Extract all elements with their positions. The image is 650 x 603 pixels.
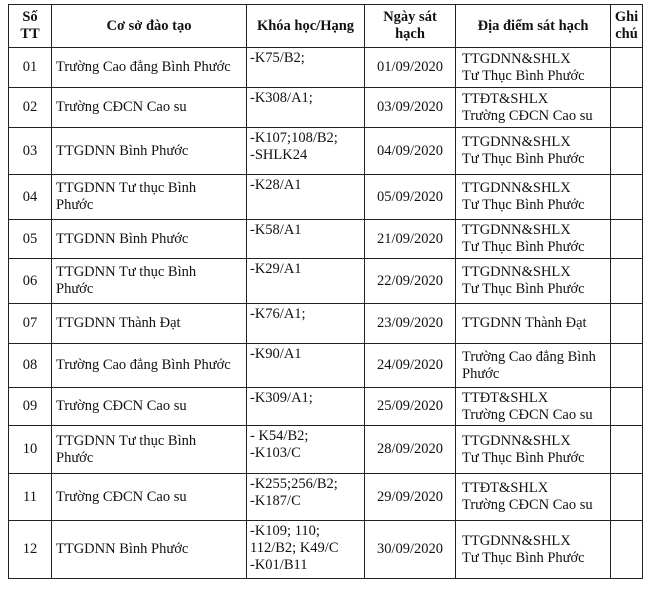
cell-stt: 02 bbox=[9, 88, 52, 128]
cell-khoa-hoc bbox=[247, 426, 365, 474]
cell-dia-diem bbox=[456, 175, 611, 220]
cell-khoa-hoc bbox=[247, 175, 365, 220]
cell-stt: 01 bbox=[9, 48, 52, 88]
cell-dia-diem bbox=[456, 304, 611, 344]
co-so-line: Trường CĐCN Cao su bbox=[56, 488, 187, 505]
khoa-hoc-line: -K309/A1; bbox=[250, 390, 313, 406]
dia-diem-line: TTGDNN&SHLX bbox=[462, 432, 571, 449]
dia-diem-line: TTGDNN&SHLX bbox=[462, 222, 571, 238]
cell-ngay-sat-hach: 25/09/2020 bbox=[365, 388, 456, 426]
cell-ngay-sat-hach: 04/09/2020 bbox=[365, 128, 456, 175]
cell-co-so bbox=[52, 426, 247, 474]
cell-ghi-chu bbox=[611, 426, 643, 474]
dia-diem-line: Tư Thục Bình Phước bbox=[462, 197, 585, 213]
dia-diem-line: Tư Thục Bình Phước bbox=[462, 281, 585, 297]
cell-co-so bbox=[52, 128, 247, 175]
co-so-line: TTGDNN Tư thục Bình bbox=[56, 432, 197, 449]
dia-diem-line: Trường Cao đẳng Bình bbox=[462, 348, 596, 365]
khoa-hoc-line: - K54/B2; bbox=[250, 428, 309, 444]
khoa-hoc-line: -K308/A1; bbox=[250, 90, 313, 106]
header-ghi-chu bbox=[611, 5, 643, 48]
cell-ngay-sat-hach: 30/09/2020 bbox=[365, 521, 456, 579]
co-so-line: Phước bbox=[56, 281, 94, 297]
exam-schedule-table bbox=[8, 4, 643, 579]
cell-ghi-chu bbox=[611, 220, 643, 259]
table-row bbox=[9, 128, 643, 175]
cell-stt: 04 bbox=[9, 175, 52, 220]
table-row bbox=[9, 220, 643, 259]
cell-stt: 09 bbox=[9, 388, 52, 426]
cell-co-so bbox=[52, 304, 247, 344]
cell-dia-diem bbox=[456, 426, 611, 474]
cell-ngay-sat-hach: 21/09/2020 bbox=[365, 220, 456, 259]
dia-diem-line: Trường CĐCN Cao su bbox=[462, 406, 593, 423]
cell-dia-diem bbox=[456, 48, 611, 88]
cell-ghi-chu bbox=[611, 304, 643, 344]
cell-ghi-chu bbox=[611, 48, 643, 88]
khoa-hoc-line: -K29/A1 bbox=[250, 261, 302, 277]
cell-khoa-hoc bbox=[247, 259, 365, 304]
table-header-row bbox=[9, 5, 643, 48]
khoa-hoc-line: -K75/B2; bbox=[250, 50, 305, 66]
cell-dia-diem bbox=[456, 388, 611, 426]
co-so-line: TTGDNN Bình Phước bbox=[56, 541, 189, 557]
cell-ngay-sat-hach: 24/09/2020 bbox=[365, 344, 456, 388]
cell-co-so bbox=[52, 388, 247, 426]
co-so-line: Trường CĐCN Cao su bbox=[56, 398, 187, 414]
dia-diem-line: Tư Thục Bình Phước bbox=[462, 239, 585, 255]
cell-khoa-hoc bbox=[247, 344, 365, 388]
cell-khoa-hoc bbox=[247, 388, 365, 426]
table-row bbox=[9, 521, 643, 579]
cell-ngay-sat-hach: 29/09/2020 bbox=[365, 474, 456, 521]
header-ghi-chu-line-1: Ghi bbox=[614, 9, 639, 25]
dia-diem-line: TTGDNN Thành Đạt bbox=[462, 315, 587, 331]
header-ngay-line-2: hạch bbox=[395, 26, 425, 42]
dia-diem-line: TTĐT&SHLX bbox=[462, 90, 549, 107]
dia-diem-line: Trường CĐCN Cao su bbox=[462, 497, 593, 513]
khoa-hoc-line: 112/B2; K49/C bbox=[250, 540, 339, 556]
cell-stt: 12 bbox=[9, 521, 52, 579]
cell-co-so bbox=[52, 88, 247, 128]
header-stt-line-2: TT bbox=[20, 26, 40, 42]
cell-dia-diem bbox=[456, 128, 611, 175]
table-row bbox=[9, 426, 643, 474]
cell-stt: 03 bbox=[9, 128, 52, 175]
cell-dia-diem bbox=[456, 474, 611, 521]
cell-ngay-sat-hach: 03/09/2020 bbox=[365, 88, 456, 128]
co-so-line: TTGDNN Tư thục Bình bbox=[56, 180, 197, 196]
khoa-hoc-line: -K187/C bbox=[250, 493, 301, 509]
cell-ngay-sat-hach: 22/09/2020 bbox=[365, 259, 456, 304]
table-body bbox=[9, 48, 643, 579]
cell-ghi-chu bbox=[611, 388, 643, 426]
cell-stt: 11 bbox=[9, 474, 52, 521]
dia-diem-line: Tư Thục Bình Phước bbox=[462, 151, 585, 167]
dia-diem-line: TTGDNN&SHLX bbox=[462, 50, 571, 67]
co-so-line: Phước bbox=[56, 449, 94, 466]
cell-stt: 10 bbox=[9, 426, 52, 474]
table-row bbox=[9, 344, 643, 388]
cell-ghi-chu bbox=[611, 88, 643, 128]
header-khoa-hoc: Khóa học/Hạng bbox=[247, 5, 365, 48]
khoa-hoc-line: -K01/B11 bbox=[250, 557, 308, 573]
cell-ghi-chu bbox=[611, 344, 643, 388]
dia-diem-line: TTGDNN&SHLX bbox=[462, 532, 571, 549]
co-so-line: TTGDNN Bình Phước bbox=[56, 142, 189, 159]
cell-dia-diem bbox=[456, 344, 611, 388]
dia-diem-line: TTGDNN&SHLX bbox=[462, 264, 571, 280]
cell-ghi-chu bbox=[611, 521, 643, 579]
cell-co-so bbox=[52, 175, 247, 220]
co-so-line: TTGDNN Thành Đạt bbox=[56, 315, 181, 331]
cell-stt: 06 bbox=[9, 259, 52, 304]
cell-khoa-hoc bbox=[247, 128, 365, 175]
cell-khoa-hoc bbox=[247, 48, 365, 88]
cell-khoa-hoc bbox=[247, 220, 365, 259]
dia-diem-line: Phước bbox=[462, 365, 500, 382]
cell-ghi-chu bbox=[611, 474, 643, 521]
table-row bbox=[9, 88, 643, 128]
khoa-hoc-line: -K58/A1 bbox=[250, 222, 302, 238]
table-row bbox=[9, 175, 643, 220]
co-so-line: Trường CĐCN Cao su bbox=[56, 99, 187, 115]
table-row bbox=[9, 474, 643, 521]
table-row bbox=[9, 259, 643, 304]
co-so-line: Trường Cao đẳng Bình Phước bbox=[56, 357, 231, 373]
dia-diem-line: Trường CĐCN Cao su bbox=[462, 107, 593, 124]
cell-khoa-hoc bbox=[247, 88, 365, 128]
khoa-hoc-line: -K107;108/B2; bbox=[250, 130, 338, 146]
khoa-hoc-line: -SHLK24 bbox=[250, 147, 308, 163]
cell-stt: 07 bbox=[9, 304, 52, 344]
header-stt bbox=[9, 5, 52, 48]
co-so-line: TTGDNN Bình Phước bbox=[56, 230, 189, 247]
co-so-line: Trường Cao đẳng Bình Phước bbox=[56, 59, 231, 75]
cell-ngay-sat-hach: 01/09/2020 bbox=[365, 48, 456, 88]
cell-dia-diem bbox=[456, 88, 611, 128]
dia-diem-line: Tư Thục Bình Phước bbox=[462, 549, 585, 566]
dia-diem-line: Tư Thục Bình Phước bbox=[462, 67, 585, 84]
co-so-line: Phước bbox=[56, 197, 94, 213]
dia-diem-line: Tư Thục Bình Phước bbox=[462, 449, 585, 466]
dia-diem-line: TTĐT&SHLX bbox=[462, 480, 549, 496]
cell-dia-diem bbox=[456, 259, 611, 304]
khoa-hoc-line: -K109; 110; bbox=[250, 523, 320, 539]
header-ghi-chu-line-2: chú bbox=[615, 26, 638, 42]
dia-diem-line: TTĐT&SHLX bbox=[462, 389, 549, 406]
header-co-so: Cơ sở đào tạo bbox=[52, 5, 247, 48]
khoa-hoc-line: -K103/C bbox=[250, 445, 301, 461]
cell-khoa-hoc bbox=[247, 521, 365, 579]
header-ngay-line-1: Ngày sát bbox=[383, 9, 437, 25]
cell-co-so bbox=[52, 474, 247, 521]
cell-co-so bbox=[52, 344, 247, 388]
cell-ngay-sat-hach: 05/09/2020 bbox=[365, 175, 456, 220]
cell-co-so bbox=[52, 259, 247, 304]
cell-ghi-chu bbox=[611, 175, 643, 220]
cell-co-so bbox=[52, 220, 247, 259]
khoa-hoc-line: -K76/A1; bbox=[250, 306, 306, 322]
cell-khoa-hoc bbox=[247, 474, 365, 521]
table-row bbox=[9, 48, 643, 88]
cell-ngay-sat-hach: 28/09/2020 bbox=[365, 426, 456, 474]
cell-ghi-chu bbox=[611, 259, 643, 304]
cell-dia-diem bbox=[456, 220, 611, 259]
dia-diem-line: TTGDNN&SHLX bbox=[462, 180, 571, 196]
table-row bbox=[9, 304, 643, 344]
table-row bbox=[9, 388, 643, 426]
cell-ghi-chu bbox=[611, 128, 643, 175]
dia-diem-line: TTGDNN&SHLX bbox=[462, 134, 571, 150]
header-stt-line-1: Số bbox=[22, 9, 38, 25]
cell-stt: 05 bbox=[9, 220, 52, 259]
header-dia-diem: Địa điểm sát hạch bbox=[456, 5, 611, 48]
cell-co-so bbox=[52, 521, 247, 579]
cell-stt: 08 bbox=[9, 344, 52, 388]
cell-co-so bbox=[52, 48, 247, 88]
co-so-line: TTGDNN Tư thục Bình bbox=[56, 264, 197, 280]
khoa-hoc-line: -K90/A1 bbox=[250, 346, 302, 362]
khoa-hoc-line: -K28/A1 bbox=[250, 177, 302, 193]
cell-dia-diem bbox=[456, 521, 611, 579]
khoa-hoc-line: -K255;256/B2; bbox=[250, 476, 338, 492]
cell-ngay-sat-hach: 23/09/2020 bbox=[365, 304, 456, 344]
header-ngay bbox=[365, 5, 456, 48]
cell-khoa-hoc bbox=[247, 304, 365, 344]
